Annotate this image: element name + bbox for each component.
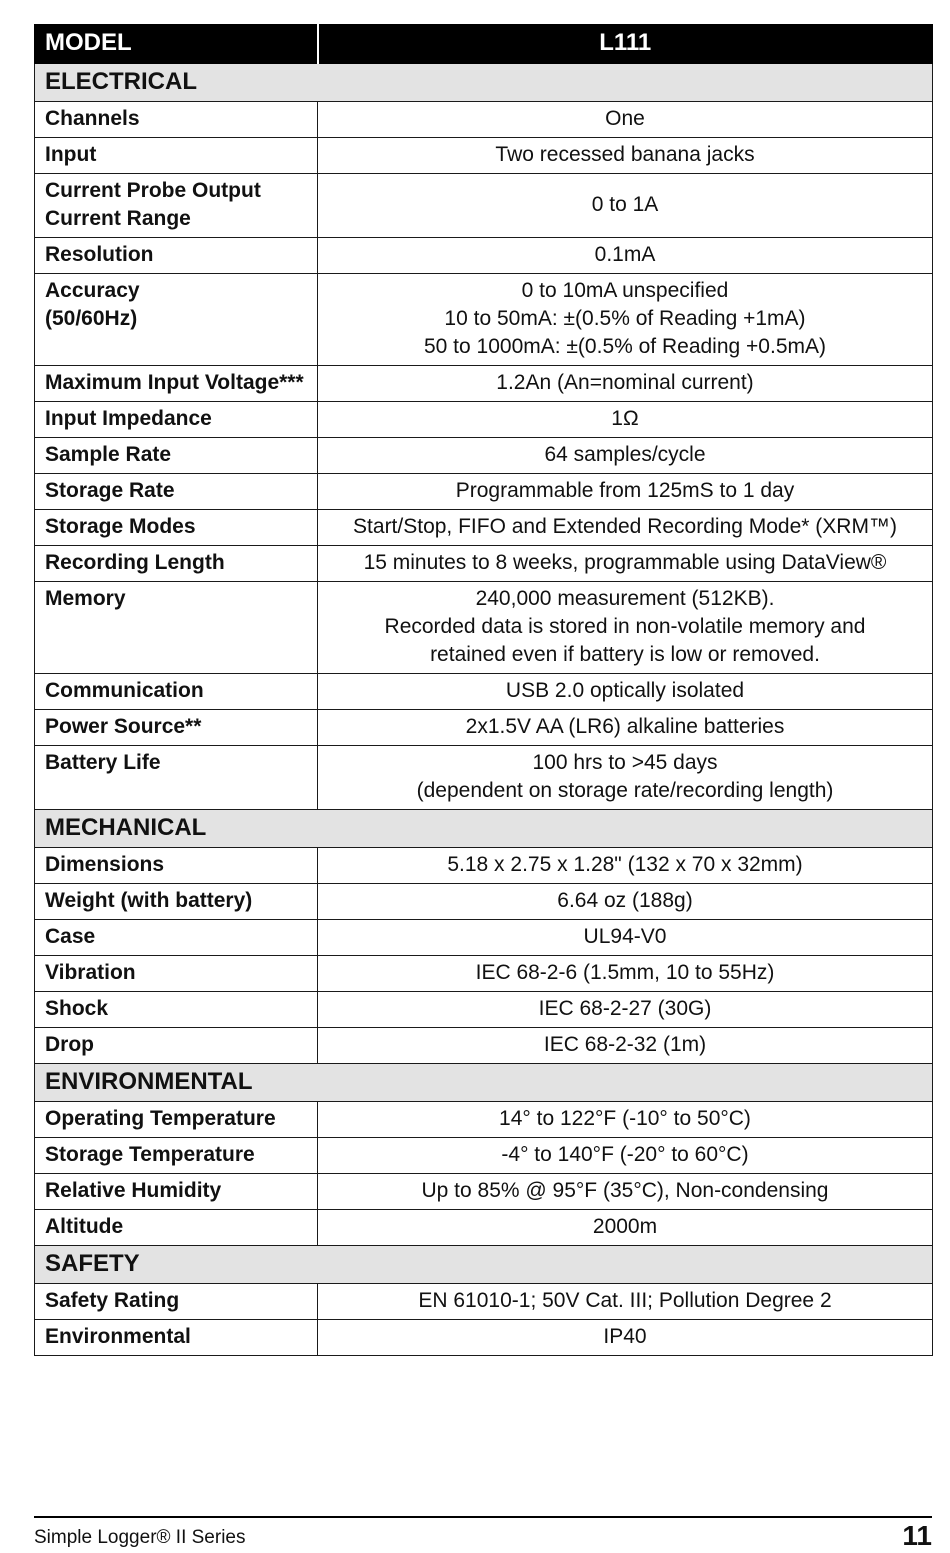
spec-value: 1.2An (An=nominal current) xyxy=(318,366,933,402)
table-row xyxy=(35,366,933,402)
spec-value: 6.64 oz (188g) xyxy=(318,884,933,920)
table-header-row xyxy=(35,25,933,64)
spec-value: IEC 68-2-32 (1m) xyxy=(318,1028,933,1064)
spec-label: Shock xyxy=(35,992,318,1028)
spec-value: USB 2.0 optically isolated xyxy=(318,674,933,710)
page-number: 11 xyxy=(902,1520,932,1551)
spec-value: 0 to 10mA unspecified 10 to 50mA: ±(0.5% of Reading +1mA) 50 to 1000mA: ±(0.5% of Reading +0.5mA) xyxy=(318,274,933,366)
table-row xyxy=(35,1028,933,1064)
footer-series-name: Simple Logger® II Series xyxy=(34,1527,246,1548)
section-title: ENVIRONMENTAL xyxy=(35,1064,933,1102)
table-row xyxy=(35,582,933,674)
spec-label: Weight (with battery) xyxy=(35,884,318,920)
spec-label: Channels xyxy=(35,102,318,138)
table-row xyxy=(35,510,933,546)
table-row xyxy=(35,956,933,992)
table-row xyxy=(35,848,933,884)
spec-label: Input xyxy=(35,138,318,174)
table-row xyxy=(35,1138,933,1174)
section-header-safety xyxy=(35,1246,933,1284)
spec-label: Storage Temperature xyxy=(35,1138,318,1174)
model-label: MODEL xyxy=(35,25,318,64)
section-title: ELECTRICAL xyxy=(35,64,933,102)
table-row xyxy=(35,746,933,810)
spec-label: Altitude xyxy=(35,1210,318,1246)
table-row xyxy=(35,546,933,582)
table-row xyxy=(35,920,933,956)
spec-value: 2000m xyxy=(318,1210,933,1246)
spec-label: Environmental xyxy=(35,1320,318,1356)
table-row xyxy=(35,402,933,438)
spec-value: Two recessed banana jacks xyxy=(318,138,933,174)
spec-label: Maximum Input Voltage*** xyxy=(35,366,318,402)
table-row xyxy=(35,474,933,510)
section-header-mechanical xyxy=(35,810,933,848)
spec-value: 0 to 1A xyxy=(318,174,933,238)
spec-label: Vibration xyxy=(35,956,318,992)
section-title: MECHANICAL xyxy=(35,810,933,848)
table-row xyxy=(35,138,933,174)
spec-value: 2x1.5V AA (LR6) alkaline batteries xyxy=(318,710,933,746)
spec-value: 1Ω xyxy=(318,402,933,438)
spec-label: Communication xyxy=(35,674,318,710)
section-header-electrical xyxy=(35,64,933,102)
table-row xyxy=(35,238,933,274)
spec-label: Input Impedance xyxy=(35,402,318,438)
model-value: L111 xyxy=(318,25,933,64)
spec-label: Safety Rating xyxy=(35,1284,318,1320)
table-row xyxy=(35,884,933,920)
spec-label: Drop xyxy=(35,1028,318,1064)
table-row xyxy=(35,1210,933,1246)
spec-label: Dimensions xyxy=(35,848,318,884)
spec-label: Case xyxy=(35,920,318,956)
spec-label: Operating Temperature xyxy=(35,1102,318,1138)
table-row xyxy=(35,274,933,366)
spec-value: One xyxy=(318,102,933,138)
spec-value: 14° to 122°F (-10° to 50°C) xyxy=(318,1102,933,1138)
spec-value: 100 hrs to >45 days (dependent on storage rate/recording length) xyxy=(318,746,933,810)
spec-value: IEC 68-2-27 (30G) xyxy=(318,992,933,1028)
spec-table-body xyxy=(35,25,933,1356)
spec-label: Sample Rate xyxy=(35,438,318,474)
spec-label: Power Source** xyxy=(35,710,318,746)
spec-value: 240,000 measurement (512KB). Recorded data is stored in non-volatile memory and retained even if battery is low or removed. xyxy=(318,582,933,674)
table-row xyxy=(35,992,933,1028)
table-row xyxy=(35,1102,933,1138)
spec-value: EN 61010-1; 50V Cat. III; Pollution Degree 2 xyxy=(318,1284,933,1320)
table-row xyxy=(35,1320,933,1356)
spec-value: 64 samples/cycle xyxy=(318,438,933,474)
section-title: SAFETY xyxy=(35,1246,933,1284)
spec-label: Storage Modes xyxy=(35,510,318,546)
spec-label: Resolution xyxy=(35,238,318,274)
spec-label: Relative Humidity xyxy=(35,1174,318,1210)
spec-value: IP40 xyxy=(318,1320,933,1356)
spec-value: 0.1mA xyxy=(318,238,933,274)
table-row xyxy=(35,710,933,746)
spec-label: Accuracy (50/60Hz) xyxy=(35,274,318,366)
spec-label: Recording Length xyxy=(35,546,318,582)
spec-label: Storage Rate xyxy=(35,474,318,510)
table-row xyxy=(35,438,933,474)
spec-value: -4° to 140°F (-20° to 60°C) xyxy=(318,1138,933,1174)
spec-value: Start/Stop, FIFO and Extended Recording Mode* (XRM™) xyxy=(318,510,933,546)
table-row xyxy=(35,174,933,238)
table-row xyxy=(35,102,933,138)
spec-value: IEC 68-2-6 (1.5mm, 10 to 55Hz) xyxy=(318,956,933,992)
spec-value: Up to 85% @ 95°F (35°C), Non-condensing xyxy=(318,1174,933,1210)
spec-value: 5.18 x 2.75 x 1.28" (132 x 70 x 32mm) xyxy=(318,848,933,884)
spec-label: Current Probe Output Current Range xyxy=(35,174,318,238)
spec-table xyxy=(34,24,933,1356)
spec-value: 15 minutes to 8 weeks, programmable using DataView® xyxy=(318,546,933,582)
spec-value: UL94-V0 xyxy=(318,920,933,956)
page-footer xyxy=(34,1516,932,1551)
section-header-environmental xyxy=(35,1064,933,1102)
table-row xyxy=(35,1174,933,1210)
spec-label: Battery Life xyxy=(35,746,318,810)
spec-value: Programmable from 125mS to 1 day xyxy=(318,474,933,510)
table-row xyxy=(35,1284,933,1320)
table-row xyxy=(35,674,933,710)
spec-label: Memory xyxy=(35,582,318,674)
